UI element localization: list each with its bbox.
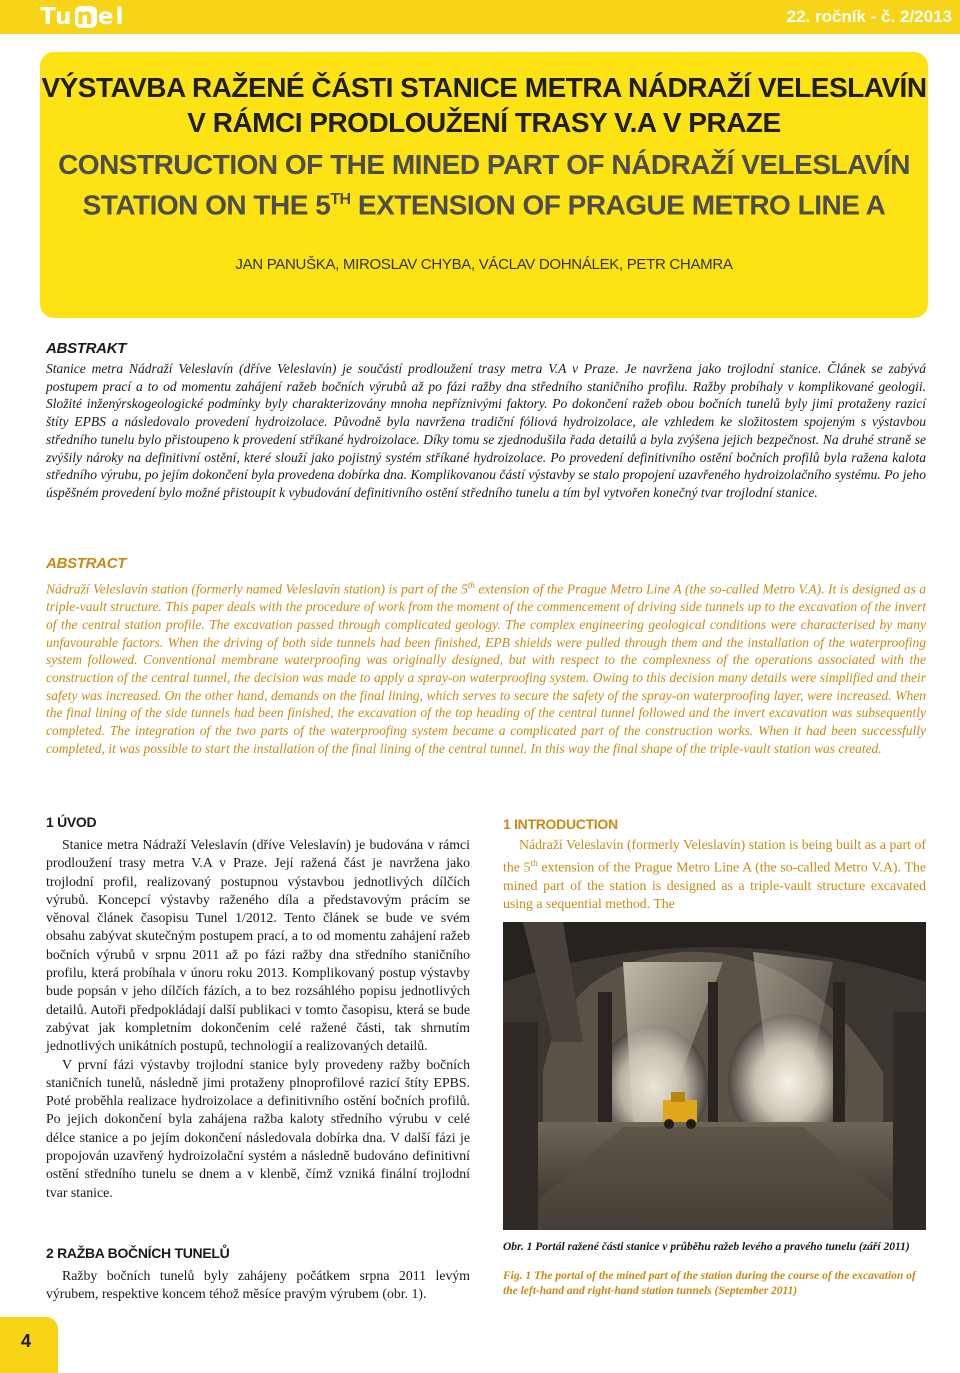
abstract-text: Nádraží Veleslavín station (formerly named Veleslavín station) is part of the 5th extension of the Prague Metro Line A (the so-called Metro V.A). It is designed as a triple-vault structure. This paper deals with the procedure of work from the moment of the commencement of driving side tunnels up to the excavation of the invert of the central station profile. The excavation passed through complicated geology. The complex engineering geological conditions were characterised by many unfavourable factors. When the driving of both side tunnels had been finished, EPB shields were pulled through them and the installation of the waterproofing system followed. Conventional membrane waterproofing was originally designed, but with respect to the complexness of the operations associated with the construction of the central tunnel, the decision was made to apply a spray-on waterproofing system. Owing to this decision many details were simplified and their safety was increased. On the other hand, demands on the final lining, which serves to secure the safety of the spray-on waterproofing layer, were increased. When the final lining of the side tunnels had been finished, the excavation of the top heading of the central tunnel followed and the invert excavation was subsequently completed. The integration of the two parts of the waterproofing system became a complicated part of the construction works. When it had been successfully completed, it was possible to start the installation of the final lining of the central tunnel. In this way the final shape of the triple-vault station was created. (46, 580, 926, 756)
section-heading-uvod: 1 ÚVOD (46, 814, 97, 830)
section-heading-razba: 2 RAŽBA BOČNÍCH TUNELŮ (46, 1245, 230, 1261)
figure-caption-english: Fig. 1 The portal of the mined part of the station during the course of the excavation of the left-hand and right-hand station tunnels (September 2011) (503, 1270, 916, 1297)
page-number: 4 (20, 1331, 31, 1351)
figure-caption-czech: Obr. 1 Portál ražené části stanice v průběhu ražeb levého a pravého tunelu (září 2011) (503, 1241, 910, 1253)
abstract-heading: ABSTRACT (46, 555, 127, 572)
header-bar (0, 0, 960, 34)
paragraph: V první fázi výstavby trojlodní stanice byly provedeny ražby bočních staničních tunelů, následně jimi protaženy plnoprofilové razicí štíty EPBS. Poté proběhla realizace hydroizolace a definitivního ostění bočních profilů. Po jejich dokončení byla zahájena ražba kaloty středního výrubu v celé délce stanice a po jejím dokončení následovala dobírka dna. V další fázi je propojován uzavřený hydroizolační systém a následně budováno definitivní ostění středního tunelu se dnem a v klenbě, čímž vzniká finální trojlodní tvar stanice. (46, 1056, 470, 1200)
abstrakt-text: Stanice metra Nádraží Veleslavín (dříve Veleslavín) je součástí prodloužení trasy metra V.A v Praze. Je navržena jako trojlodní stanice. Článek se zabývá postupem prací a to od momentu zahájení ražeb bočních výrubů až po fázi ražby dna středního staničního profilu. Ražby probíhaly v komplikované geologii. Složité inženýrskogeologické podmínky byly charakterizovány mnoha nepříznivými faktory. Po dokončení ražeb obou bočních tunelů byly jimi protaženy razicí štíty EPBS a následovalo provedení hydroizolace. Původně byla navržena tradiční fóliová hydroizolace, ale vzhledem ke složitostem spojeným s výstavbou středního tunelu bylo přistoupeno k provedení stříkané hydroizolace. Díky tomu se zjednodušila řada detailů a byla zvýšena jejich bezpečnost. Na druhé straně se zvýšily nároky na definitivní ostění, které slouží jako pojistný systém stříkané hydroizolace. Po provedení definitivního ostění bočních profilů byla ražena kalota středního výrubu, po jejím dokončení byla provedena dobírka dna. Komplikovanou částí výstavby se stalo propojení uzavřeného hydroizolačního systému. Po jeho úspěšném provedení bylo možné přistoupit k vybudování definitivního ostění středního tunelu a tím byl vytvořen konečný tvar trojlodní stanice. (46, 361, 926, 500)
title-box (40, 52, 928, 318)
section-heading-introduction: 1 INTRODUCTION (503, 816, 618, 832)
section-body-razba (46, 1267, 470, 1304)
section-body-uvod (46, 836, 470, 1202)
paragraph: Nádraží Veleslavín (formerly Veleslavín) station is being built as a part of the 5th extension of the Prague Metro Line A (the so-called Metro V.A). The mined part of the station is designed as a triple-vault structure excavated using a sequential method. The (503, 837, 926, 912)
authors: JAN PANUŠKA, MIROSLAV CHYBA, VÁCLAV DOHNÁLEK, PETR CHAMRA (235, 256, 733, 273)
paragraph: Stanice metra Nádraží Veleslavín (dříve Veleslavín) je budována v rámci prodloužení trasy metra V.A v Praze. Její ražená část je navržena jako trojlodní profil, realizovaný postupnou výstavbou jednotlivých dílčích výrubů. Koncepcí výstavby raženého díla a představovým prácím se věnoval článek časopisu Tunel 1/2012. Tento článek se bude ve svém obsahu zabývat skutečným postupem prací, a to od momentu zahájení ražeb bočních výrubů v srpnu 2011 až po fázi ražby dna středního staničního profilu, která probíhala v únoru roku 2013. Komplikovaný postup výstavby bude popsán v jeho dílčích fázích, a to bez rozsáhlého popisu jednotlivých detailů. Autoři předpokládají další publikaci v tomto časopisu, která se bude zabývat jak kompletním dokončením celé ražené části, tak shrnutím jednotlivých unikátních postupů, technologií a realizovaných detailů. (46, 837, 470, 1054)
tunnel-portal-photo (503, 922, 926, 1230)
paragraph: Ražby bočních tunelů byly zahájeny počátkem srpna 2011 levým výrubem, respektive koncem téhož měsíce pravým výrubem (obr. 1). (46, 1268, 470, 1302)
tunel-logo: Tu n el (40, 4, 126, 30)
title-english: CONSTRUCTION OF THE MINED PART OF NÁDRAŽÍ VELESLAVÍN STATION ON THE 5TH EXTENSION OF PRAGUE METRO LINE A (58, 149, 910, 221)
page-number-box (0, 1317, 58, 1373)
issue-label: 22. ročník - č. 2/2013 (786, 7, 952, 26)
section-body-introduction (503, 836, 926, 914)
title-czech: VÝSTAVBA RAŽENÉ ČÁSTI STANICE METRA NÁDRAŽÍ VELESLAVÍN V RÁMCI PRODLOUŽENÍ TRASY V.A V PRAZE (41, 72, 927, 138)
abstrakt-heading: ABSTRAKT (46, 340, 127, 357)
